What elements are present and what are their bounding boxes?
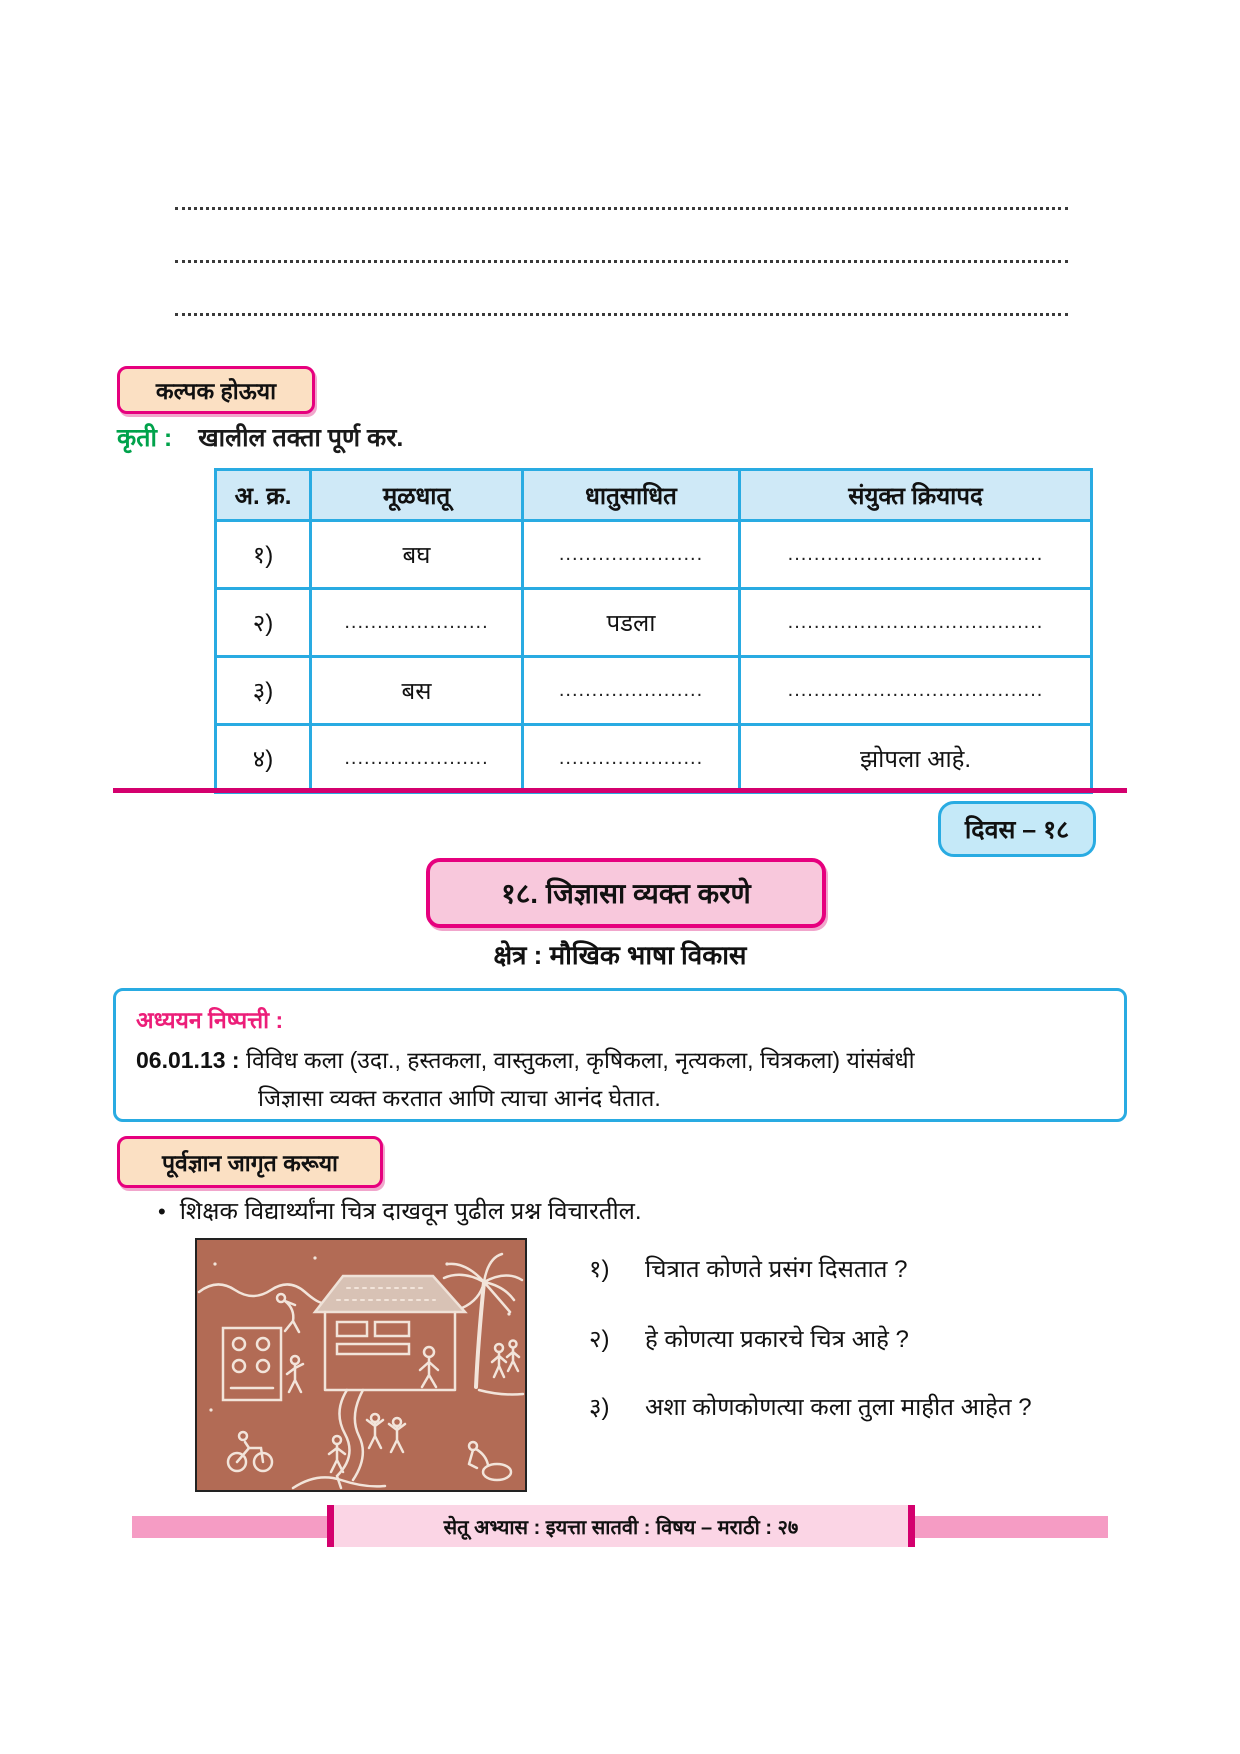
cell-root-verb: बस [311, 657, 523, 725]
cell-serial: २) [216, 589, 311, 657]
bullet-icon: • [158, 1199, 166, 1224]
cell-blank: ...................... [311, 589, 523, 657]
question-2-number: २) [589, 1326, 610, 1353]
question-3 [589, 1390, 1032, 1423]
section-divider [113, 788, 1127, 793]
table-row [216, 521, 1092, 589]
day-badge [938, 801, 1096, 857]
table-header-row [216, 470, 1092, 521]
teacher-instruction: शिक्षक विद्यार्थ्यांना चित्र दाखवून पुढील प्रश्न विचारतील. [179, 1198, 642, 1225]
lesson-subtitle: क्षेत्र : मौखिक भाषा विकास [493, 940, 747, 970]
footer-band [334, 1505, 908, 1547]
column-header-root-verb: मूळधातू [311, 470, 523, 521]
column-header-derived: धातुसाधित [523, 470, 740, 521]
answer-line [175, 313, 1068, 316]
cell-blank: ...................... [523, 657, 740, 725]
table-row [216, 657, 1092, 725]
prior-knowledge-badge [117, 1136, 383, 1188]
warli-painting-illustration [195, 1238, 527, 1492]
question-1-number: १) [589, 1256, 610, 1283]
creative-section-badge [117, 366, 315, 414]
outcome-text: विविध कला (उदा., हस्तकला, वास्तुकला, कृषिकला, नृत्यकला, चित्रकला) यांसंबंधी [245, 1047, 915, 1073]
cell-compound-verb: झोपला आहे. [740, 725, 1092, 793]
column-header-serial: अ. क्र. [216, 470, 311, 521]
cell-root-verb: बघ [311, 521, 523, 589]
learning-outcome-box [113, 988, 1127, 1122]
cell-derived: पडला [523, 589, 740, 657]
answer-line [175, 207, 1068, 210]
question-3-number: ३) [589, 1394, 610, 1421]
warli-painting-svg [197, 1240, 525, 1490]
table-row [216, 589, 1092, 657]
day-badge-label: दिवस – १८ [964, 816, 1070, 844]
cell-blank: ...................... [523, 521, 740, 589]
cell-blank: ...................... [523, 725, 740, 793]
cell-blank: ....................................... [740, 657, 1092, 725]
outcome-heading: अध्ययन निष्पत्ती : [136, 1007, 284, 1033]
outcome-code: 06.01.13 : [136, 1047, 240, 1073]
verb-forms-table [214, 468, 1093, 794]
column-header-compound-verb: संयुक्त क्रियापद [740, 470, 1092, 521]
cell-blank: ...................... [311, 725, 523, 793]
lesson-title-box [426, 858, 826, 928]
footer-left-strip [132, 1516, 328, 1538]
table-row [216, 725, 1092, 793]
lesson-title: १८. जिज्ञासा व्यक्त करणे [501, 878, 751, 909]
footer-left-bar [327, 1505, 334, 1547]
footer-right-strip [914, 1516, 1108, 1538]
question-2-text: हे कोणत्या प्रकारचे चित्र आहे ? [645, 1326, 909, 1353]
question-3-text: अशा कोणकोणत्या कला तुला माहीत आहेत ? [645, 1394, 1032, 1421]
cell-blank: ....................................... [740, 589, 1092, 657]
creative-section-label: कल्पक होऊया [155, 378, 277, 404]
activity-instruction: खालील तक्ता पूर्ण कर. [198, 424, 404, 452]
activity-line [117, 420, 403, 454]
outcome-text-line1 [136, 1043, 915, 1075]
teacher-instruction-line [158, 1194, 642, 1227]
question-1-text: चित्रात कोणते प्रसंग दिसतात ? [645, 1256, 908, 1283]
question-1 [589, 1252, 907, 1285]
cell-serial: ३) [216, 657, 311, 725]
cell-serial: १) [216, 521, 311, 589]
cell-serial: ४) [216, 725, 311, 793]
footer-text: सेतू अभ्यास : इयत्ता सातवी : विषय – मराठी : २७ [443, 1516, 799, 1539]
answer-line [175, 260, 1068, 263]
question-2 [589, 1322, 909, 1355]
activity-label: कृती : [117, 424, 173, 452]
cell-blank: ....................................... [740, 521, 1092, 589]
footer-right-bar [908, 1505, 915, 1547]
outcome-text-line2: जिज्ञासा व्यक्त करतात आणि त्याचा आनंद घेतात. [258, 1085, 661, 1111]
prior-knowledge-label: पूर्वज्ञान जागृत करूया [161, 1150, 338, 1176]
